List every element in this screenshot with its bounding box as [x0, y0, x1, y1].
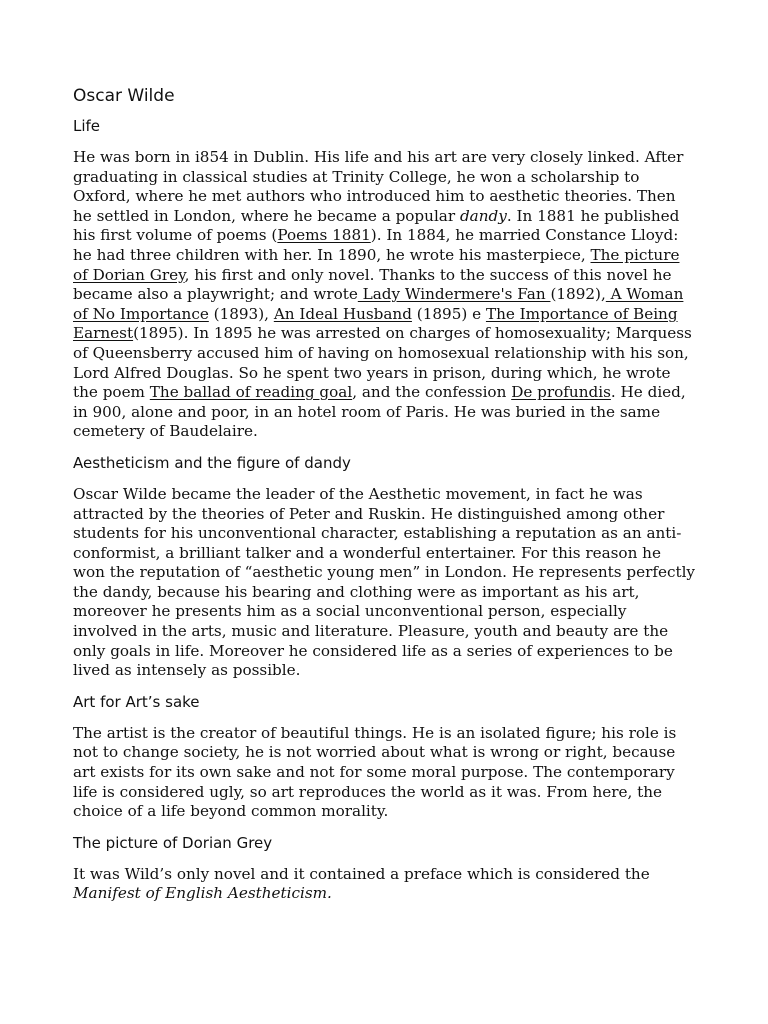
text-run: (1895). In 1895 he was arrested on charges of homosexuality; Marquess of Queensberry accused him of having on homosexual relationship with his son, Lord Alfred Douglas. So he spent two years in prison, during which, he wrote the poem — [73, 324, 692, 402]
text-run: It was Wild’s only novel and it contained a preface which is considered the — [73, 864, 650, 883]
link-dorian-grey[interactable]: The picture of Dorian Grey — [73, 245, 680, 284]
paragraph-art: The artist is the creator of beautiful things. He is an isolated figure; his role is not to change society, he is not worried about what is wrong or right, because art exists for its own sake and not for some moral purpose. The contemporary life is considered ugly, so art reproduces the world as it was. From here, the choice of a life beyond common morality. — [73, 723, 677, 821]
link-ideal-husband[interactable]: An Ideal Husband — [273, 304, 412, 323]
text-run: , and the confession — [352, 383, 512, 402]
section-heading-art: Art for Art’s sake — [73, 692, 200, 711]
paragraph-life — [73, 148, 695, 442]
text-run: . He died, in 900, alone and poor, in an hotel room of Paris. He was buried in the same cemetery of Baudelaire. — [73, 383, 686, 441]
text-run: (1892), — [550, 285, 606, 304]
section-heading-life: Life — [73, 117, 101, 135]
section-heading-dorian: The picture of Dorian Grey — [73, 833, 273, 852]
link-importance-of-being-earnest[interactable]: The Importance of Being Earnest — [73, 304, 678, 343]
text-run: ). In 1884, he married Constance Lloyd: he had three children with her. In 1890, he wrote his masterpiece, — [73, 226, 679, 264]
text-run: , his first and only novel. Thanks to the success of this novel he became also a playwright; and wrote — [73, 265, 672, 304]
document-title: Oscar Wilde — [73, 86, 175, 106]
paragraph-dorian — [73, 865, 695, 904]
text-run: . In 1881 he published his first volume of poems ( — [73, 206, 680, 245]
link-de-profundis[interactable]: De profundis — [511, 383, 611, 402]
link-lady-windermeres-fan[interactable]: Lady Windermere's Fan — [357, 285, 551, 304]
link-poems-1881[interactable]: Poems 1881 — [277, 226, 371, 245]
paragraph-aestheticism: Oscar Wilde became the leader of the Aesthetic movement, in fact he was attracted by the theories of Peter and Ruskin. He distinguished among other students for his unconventional character, establishing a reputation as an anti-conformist, a brilliant talker and a wonderful entertainer. For this reason he won the reputation of “aesthetic young men” in London. He represents perfectly the dandy, because his bearing and clothing were as important as his art, moreover he presents him as a social unconventional person, especially involved in the arts, music and literature. Pleasure, youth and beauty are the only goals in life. Moreover he considered life as a series of experiences to be lived as intensely as possible. — [73, 484, 696, 680]
document-page — [73, 86, 695, 916]
link-ballad-of-reading-goal[interactable]: The ballad of reading goal — [149, 383, 353, 402]
text-run: (1895) e — [411, 304, 486, 323]
link-woman-of-no-importance[interactable]: A Woman of No Importance — [73, 285, 684, 323]
text-run: (1893), — [208, 304, 274, 323]
section-heading-aestheticism: Aestheticism and the figure of dandy — [73, 453, 351, 472]
italic-manifest: Manifest of English Aestheticism. — [73, 884, 332, 903]
italic-dandy: dandy — [459, 206, 507, 225]
text-run: He was born in i854 in Dublin. His life and his art are very closely linked. After graduating in classical studies at Trinity College, he won a scholarship to Oxford, where he met authors who introduced him to aesthetic theories. Then he settled in London, where he became a popular — [73, 148, 684, 225]
